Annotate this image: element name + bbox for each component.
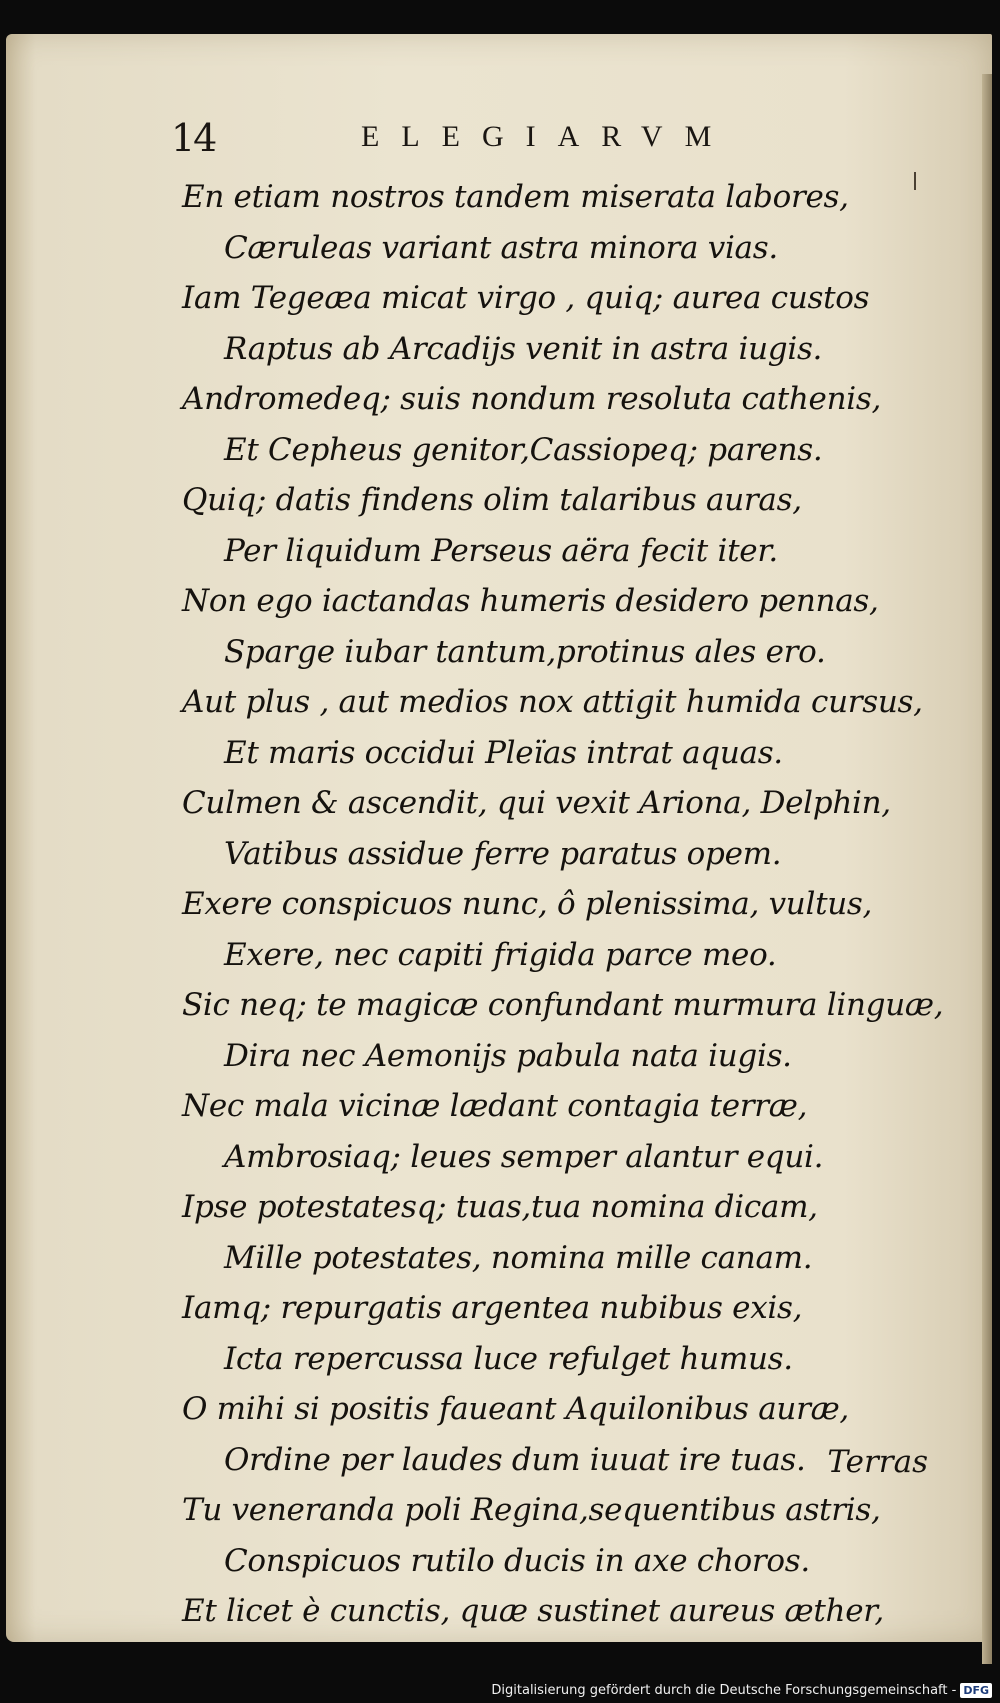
verse-line: Raptus ab Arcadijs venit in astra iugis.	[224, 330, 823, 367]
verse-line: Mille potestates, nomina mille canam.	[224, 1239, 813, 1276]
verse-line: Nec mala vicinæ lædant contagia terræ,	[182, 1088, 808, 1124]
verse-line: Cæruleas variant astra minora vias.	[224, 229, 778, 266]
verse-line: Conspicuos rutilo ducis in axe choros.	[224, 1542, 810, 1579]
verse-line: Aut plus , aut medios nox attigit humida cursus,	[182, 684, 923, 720]
running-head: ELEGIARVM	[361, 120, 734, 153]
catchword: Terras	[827, 1444, 928, 1480]
verse-line: Sic neq; te magicæ confundant murmura linguæ,	[182, 987, 944, 1023]
verse-line: Exere conspicuos nunc, ô plenissima, vultus,	[182, 886, 873, 922]
verse-line: Et licet è cunctis, quæ sustinet aureus æther,	[182, 1593, 884, 1629]
verse-line: Sparge iubar tantum,protinus ales ero.	[224, 633, 826, 670]
verse-line: Culmen & ascendit, qui vexit Ariona, Delphin,	[182, 785, 891, 821]
verse-line: O mihi si positis faueant Aquilonibus auræ,	[182, 1391, 849, 1427]
verse-line: Ambrosiaq; leues semper alantur equi.	[224, 1138, 824, 1175]
verse-line: Et maris occidui Pleïas intrat aquas.	[224, 734, 783, 771]
verse-line: Iam Tegeæa micat virgo , quiq; aurea custos	[182, 280, 870, 316]
credit-text: Digitalisierung gefördert durch die Deutsche Forschungsgemeinschaft -	[491, 1682, 957, 1698]
digitization-credit	[491, 1679, 992, 1701]
verse-list	[6, 172, 992, 1637]
verse-line: Non ego iactandas humeris desidero pennas,	[182, 583, 879, 619]
dfg-logo-icon: DFG	[960, 1683, 992, 1698]
book-page	[6, 34, 992, 1642]
verse-line: Dira nec Aemonijs pabula nata iugis.	[224, 1037, 792, 1074]
page-number: 14	[171, 116, 216, 160]
verse-line: Icta repercussa luce refulget humus.	[224, 1340, 793, 1377]
verse-line: Vatibus assidue ferre paratus opem.	[224, 835, 782, 872]
verse-line: Ordine per laudes dum iuuat ire tuas.	[224, 1441, 806, 1478]
verse-line: En etiam nostros tandem miserata labores,	[182, 179, 849, 215]
verse-line: Per liquidum Perseus aëra fecit iter.	[224, 532, 778, 569]
verse-line: Andromedeq; suis nondum resoluta cathenis,	[182, 381, 882, 417]
verse-line: Tu veneranda poli Regina,sequentibus astris,	[182, 1492, 881, 1528]
page-header	[6, 104, 992, 164]
verse-line: Ipse potestatesq; tuas,tua nomina dicam,	[182, 1189, 818, 1225]
verse-line: Et Cepheus genitor,Cassiopeq; parens.	[224, 431, 823, 468]
verse-line: Iamq; repurgatis argentea nubibus exis,	[182, 1290, 803, 1326]
verse-line: Quiq; datis findens olim talaribus auras,	[182, 482, 802, 518]
verse-line: Exere, nec capiti frigida parce meo.	[224, 936, 777, 973]
